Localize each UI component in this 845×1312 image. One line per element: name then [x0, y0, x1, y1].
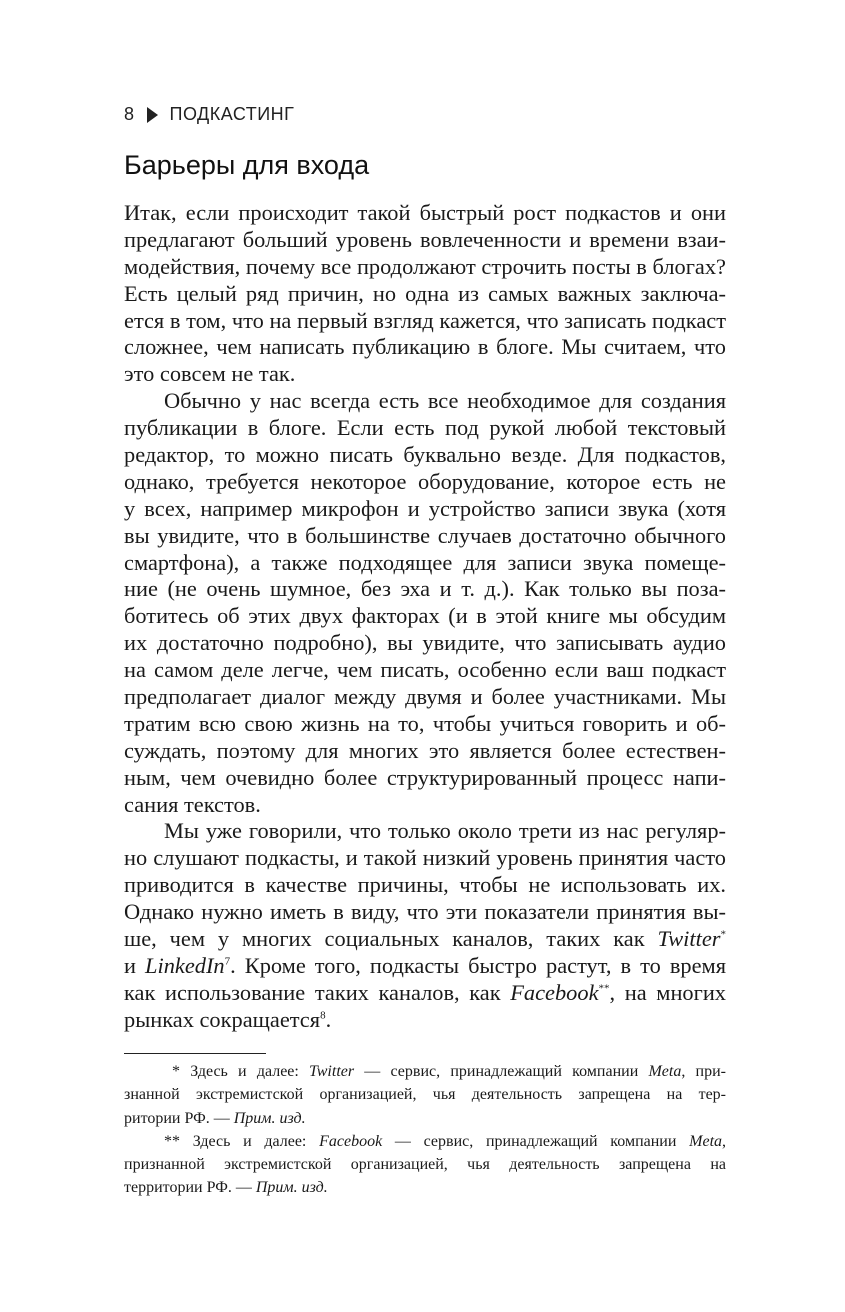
text-line: смартфона), а также подходящее для записи звука помеще- — [124, 549, 726, 575]
text-line: вы увидите, что в большинстве случаев достаточно обычного — [124, 522, 726, 548]
footnote-ref-8: 8 — [320, 1009, 326, 1022]
text-line: суждать, поэтому для многих это является более естествен- — [124, 737, 726, 763]
text-line: тратим всю свою жизнь на то, чтобы учиться говорить и об- — [124, 710, 726, 736]
text-run: ритории РФ. — — [124, 1109, 234, 1127]
text-line: Итак, если происходит такой быстрый рост подкастов и они — [124, 200, 726, 225]
text-line: Однако нужно иметь в виду, что эти показатели принятия вы- — [124, 899, 726, 925]
text-run: ше, чем у многих социальных каналов, таких как — [124, 926, 658, 952]
text-run: . Кроме того, подкасты быстро растут, в то время — [230, 952, 726, 978]
text-line: это совсем не так. — [124, 361, 296, 387]
text-run: как использование таких каналов, как — [124, 979, 511, 1005]
section-heading: Барьеры для входа — [124, 150, 370, 180]
text-line: но слушают подкасты, и такой низкий уровень принятия часто — [124, 845, 726, 871]
footnote-line — [124, 1060, 726, 1083]
text-run: территории РФ. — — [124, 1179, 256, 1197]
text-line: у всех, например микрофон и устройство записи звука (хотя — [124, 495, 726, 521]
facebook-name: Facebook — [510, 979, 599, 1005]
footnote-line: знанной экстремистской организацией, чья деятельность запрещена на тер- — [124, 1086, 726, 1104]
italic-run: Twitter — [309, 1063, 355, 1080]
text-line: редактор, то можно писать буквально везде. Для подкастов, — [124, 442, 726, 468]
italic-run: Facebook — [319, 1132, 383, 1150]
page-number: 8 — [124, 104, 135, 124]
footnotes — [124, 1060, 726, 1200]
footnote-line: признанной экстремистской организацией, чья деятельность запрещена на — [124, 1156, 726, 1174]
text-line: модействия, почему все продолжают строчить посты в блогах? — [124, 253, 726, 279]
text-run: * Здесь и далее: — [172, 1063, 310, 1080]
main-text — [124, 200, 726, 1034]
text-line — [124, 1007, 726, 1034]
twitter-name: Twitter — [657, 926, 721, 952]
footnote-ref-7: 7 — [224, 955, 231, 968]
text-line: предполагает диалог между двумя и более участниками. Мы — [124, 684, 726, 710]
text-run: ** Здесь и далее: — [164, 1132, 320, 1150]
footnote-1 — [124, 1060, 726, 1130]
text-line: ботитесь об этих двух факторах (и в этой книге мы обсудим — [124, 603, 726, 629]
paragraph-3 — [124, 818, 726, 1033]
text-line: ние (не очень шумное, без эха и т. д.). Как только вы поза- — [124, 576, 726, 602]
footnote-divider — [124, 1053, 266, 1054]
text-line: сложнее, чем написать публикацию в блоге. Мы считаем, что — [124, 334, 726, 360]
text-line: ным, чем очевидно более структурированный процесс напи- — [124, 764, 726, 790]
running-header — [124, 104, 294, 125]
text-run: — сервис, принадлежащий компании — [354, 1063, 649, 1080]
text-run: , — [722, 1132, 727, 1150]
text-line: их достаточно подробно), вы увидите, что записывать аудио — [124, 630, 726, 656]
linkedin-name: LinkedIn — [145, 952, 225, 978]
section-title: ПОДКАСТИНГ — [169, 104, 295, 124]
text-run: и — [124, 952, 146, 978]
text-line — [124, 953, 726, 980]
text-line — [124, 980, 726, 1007]
italic-run: Meta — [648, 1063, 682, 1080]
footnote-line — [124, 1176, 726, 1199]
paragraph-2 — [124, 388, 726, 818]
text-run: рынках сокращается — [124, 1006, 321, 1032]
footnote-ref-double-asterisk: ** — [598, 982, 610, 995]
text-line: предлагают больший уровень вовлеченности и времени взаи- — [124, 226, 726, 252]
paragraph-1 — [124, 200, 726, 388]
text-line: ется в том, что на первый взгляд кажется, что записать подкаст — [124, 307, 726, 333]
triangle-right-icon — [147, 107, 158, 123]
text-run: , на многих — [609, 979, 726, 1005]
text-run: , при- — [681, 1063, 726, 1080]
footnote-line — [124, 1130, 726, 1153]
italic-run: Meta — [689, 1132, 723, 1150]
text-line: приводится в качестве причины, чтобы не использовать их. — [124, 872, 726, 898]
text-line: сания текстов. — [124, 791, 261, 817]
text-line: Обычно у нас всегда есть все необходимое для создания — [164, 388, 726, 414]
text-line: Есть целый ряд причин, но одна из самых важных заключа- — [124, 280, 726, 306]
footnote-ref-asterisk: * — [720, 928, 726, 941]
italic-run: Прим. изд. — [255, 1179, 328, 1197]
text-line: однако, требуется некоторое оборудование, которое есть не — [124, 468, 726, 494]
text-run: — сервис, принадлежащий компании — [382, 1132, 690, 1150]
italic-run: Прим. изд. — [233, 1109, 306, 1127]
text-line: на самом деле легче, чем писать, особенно если ваш подкаст — [124, 657, 726, 683]
footnote-2 — [124, 1130, 726, 1200]
text-line — [124, 926, 726, 953]
text-line: Мы уже говорили, что только около трети из нас регуляр- — [164, 818, 726, 844]
footnote-line — [124, 1107, 726, 1130]
text-run: . — [325, 1006, 332, 1032]
text-line: публикации в блоге. Если есть под рукой любой текстовый — [124, 415, 726, 441]
